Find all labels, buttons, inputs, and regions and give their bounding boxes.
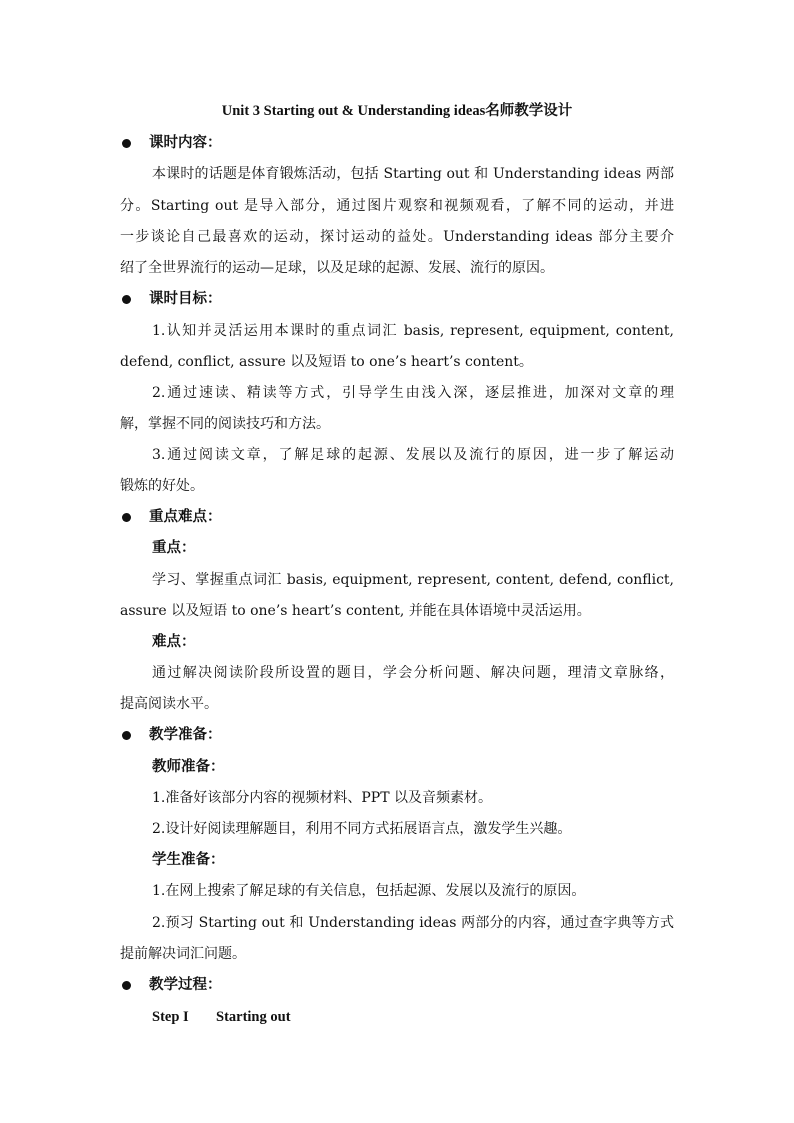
step-label: Step I xyxy=(152,1009,189,1025)
paragraph-line: 1.认知并灵活运用本课时的重点词汇 basis, represent, equipment, content, xyxy=(152,323,674,339)
subheading-key: 重点： xyxy=(152,539,196,556)
bullet-dot-icon xyxy=(122,981,131,990)
section-heading-content: 课时内容： xyxy=(120,133,674,153)
paragraph-line: 2.通过速读、精读等方式，引导学生由浅入深，逐层推进，加深对文章的理 xyxy=(152,385,674,401)
paragraph-line: 1.在网上搜索了解足球的有关信息，包括起源、发展以及流行的原因。 xyxy=(152,883,586,899)
subheading-student: 学生准备： xyxy=(152,851,225,868)
paragraph-line: 绍了全世界流行的运动—足球，以及足球的起源、发展、流行的原因。 xyxy=(120,260,554,276)
section-heading-prep: 教学准备： xyxy=(120,725,674,745)
paragraph-line: 锻炼的好处。 xyxy=(120,478,204,494)
document-title: Unit 3 Starting out & Understanding ideas名师教学设计 xyxy=(221,103,573,119)
paragraph-line: 2.预习 Starting out 和 Understanding ideas 两部分的内容，通过查字典等方式 xyxy=(152,915,674,931)
step-heading xyxy=(152,1007,291,1027)
bullet-dot-icon xyxy=(122,731,131,740)
bullet-dot-icon xyxy=(122,513,131,522)
paragraph-line: 分。Starting out 是导入部分，通过图片观察和视频观看，了解不同的运动，并进 xyxy=(120,198,674,214)
section-heading-goals: 课时目标： xyxy=(120,289,674,309)
subheading-teacher: 教师准备： xyxy=(152,758,225,775)
paragraph-line: assure 以及短语 to one’s heart’s content, 并能在具体语境中灵活运用。 xyxy=(120,603,591,619)
bullet-dot-icon xyxy=(122,139,131,148)
paragraph-line: 提高阅读水平。 xyxy=(120,696,218,712)
subheading-difficult: 难点： xyxy=(152,633,196,650)
section-heading-process: 教学过程： xyxy=(120,975,674,995)
paragraph-line: 本课时的话题是体育锻炼活动，包括 Starting out 和 Understanding ideas 两部 xyxy=(152,166,674,182)
paragraph-line: 2.设计好阅读理解题目，利用不同方式拓展语言点，激发学生兴趣。 xyxy=(152,821,572,837)
paragraph-line: 一步谈论自己最喜欢的运动，探讨运动的益处。Understanding ideas 部分主要介 xyxy=(120,229,674,245)
paragraph-line: 1.准备好该部分内容的视频材料、PPT 以及音频素材。 xyxy=(152,790,492,806)
section-heading-keypoints: 重点难点： xyxy=(120,507,674,527)
paragraph-line: 解，掌握不同的阅读技巧和方法。 xyxy=(120,416,330,432)
bullet-dot-icon xyxy=(122,295,131,304)
paragraph-line: defend, conflict, assure 以及短语 to one’s heart’s content。 xyxy=(120,354,533,370)
paragraph-line: 提前解决词汇问题。 xyxy=(120,946,246,962)
paragraph-line: 3.通过阅读文章，了解足球的起源、发展以及流行的原因，进一步了解运动 xyxy=(152,447,674,463)
paragraph-line: 通过解决阅读阶段所设置的题目，学会分析问题、解决问题，理清文章脉络， xyxy=(152,665,674,681)
paragraph-line: 学习、掌握重点词汇 basis, equipment, represent, content, defend, conflict, xyxy=(152,572,674,588)
step-title: Starting out xyxy=(216,1009,291,1025)
